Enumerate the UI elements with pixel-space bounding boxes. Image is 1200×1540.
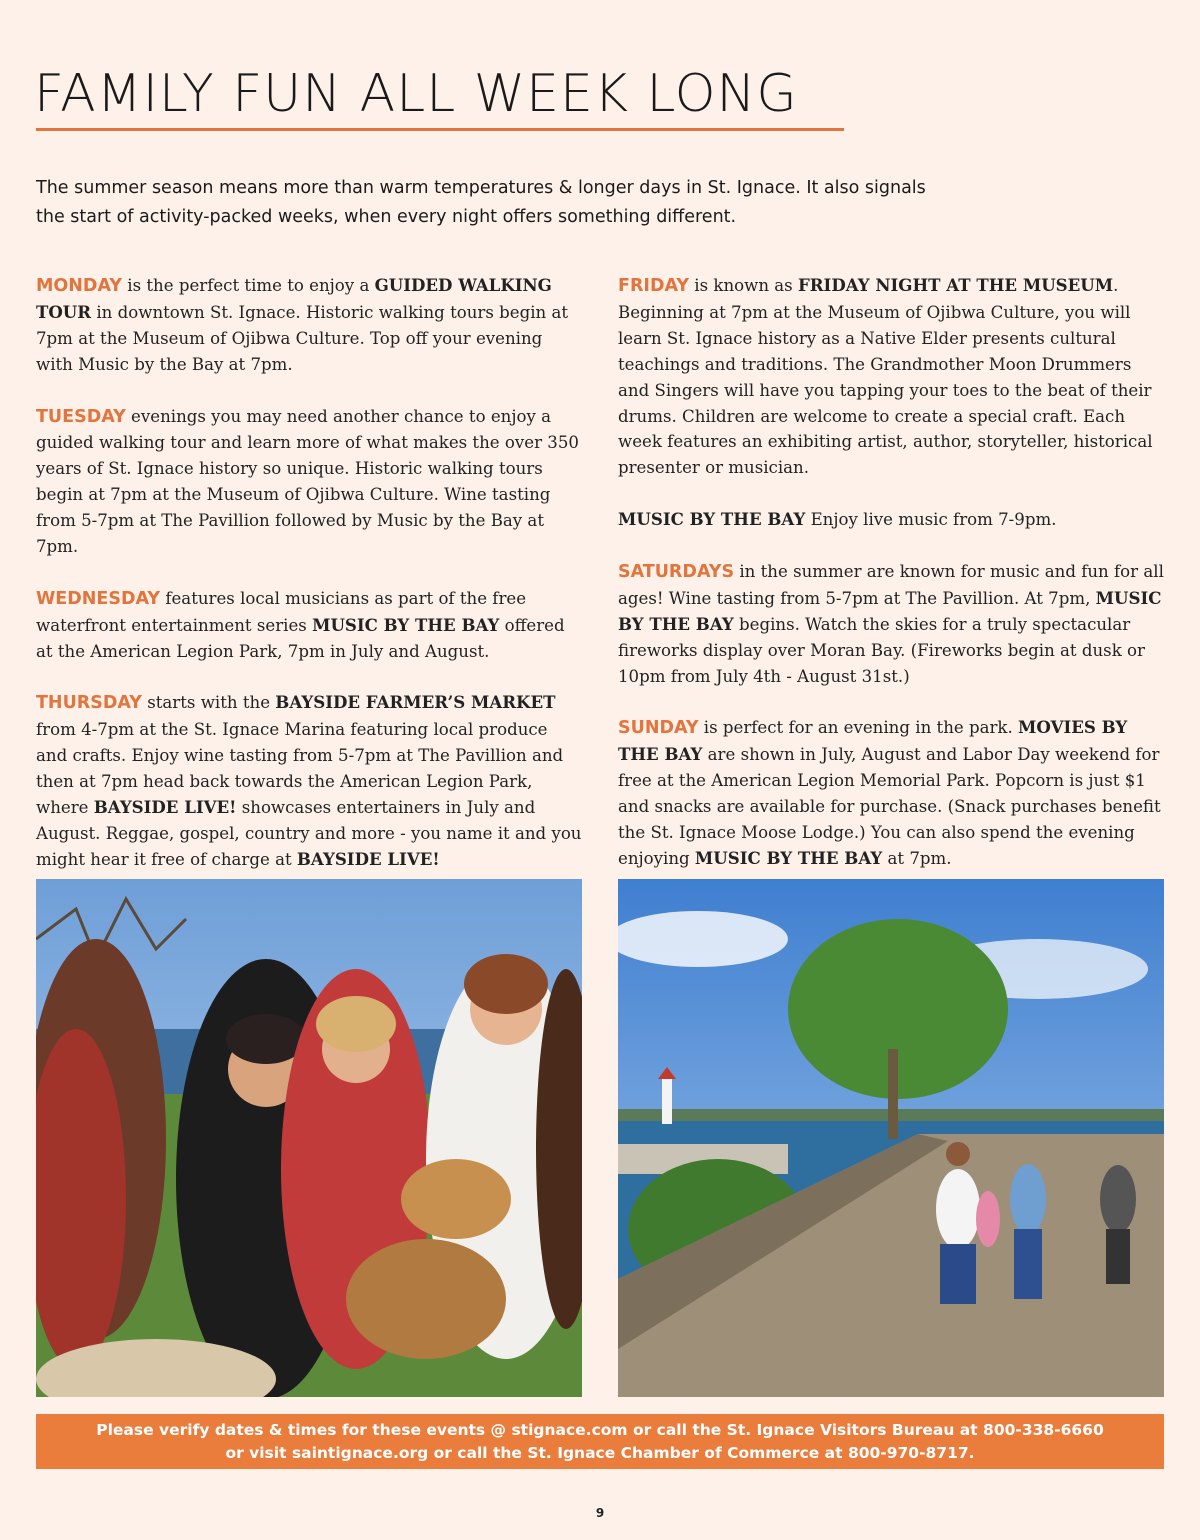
friday-heading: FRIDAY (618, 276, 690, 296)
title-underline (36, 128, 844, 131)
monday-text-1: is the perfect time to enjoy a (122, 276, 375, 295)
thursday-highlight-3: BAYSIDE LIVE! (296, 848, 440, 869)
sunday-text-1: is perfect for an evening in the park. (698, 718, 1019, 738)
tuesday-paragraph (36, 404, 582, 560)
tuesday-heading: TUESDAY (36, 406, 126, 427)
friday-paragraph (618, 273, 1164, 481)
music-highlight: MUSIC BY THE BAY (618, 509, 806, 530)
right-column (618, 273, 1164, 898)
banner-line-1: Please verify dates & times for these events @ stignace.com or call the St. Ignace Visitors Bureau at 800-338-6660 (96, 1420, 1104, 1439)
music-text: Enjoy live music from 7-9pm. (805, 510, 1057, 530)
saturday-text-2: begins. Watch the skies for a truly spectacular fireworks display over Moran Bay. (Fireworks begin at dusk or 10pm from July 4th - August 31st.) (618, 614, 1145, 686)
wednesday-heading: WEDNESDAY (36, 588, 161, 609)
intro-line-1: The summer season means more than warm temperatures & longer days in St. Ignace. It also signals (36, 178, 926, 198)
monday-text-2: in downtown St. Ignace. Historic walking tours begin at 7pm at the Museum of Ojibwa Culture. Top off your evening with Music by the Bay at 7pm. (36, 302, 569, 374)
intro-text (36, 174, 1036, 232)
saturday-paragraph (618, 559, 1164, 690)
wednesday-text-2: offered at the American Legion Park, 7pm in July and August. (36, 615, 565, 661)
music-paragraph (618, 507, 1164, 533)
monday-paragraph (36, 273, 582, 378)
sunday-paragraph (618, 715, 1164, 871)
wednesday-paragraph (36, 586, 582, 665)
saturday-highlight: MUSIC BY THE BAY (618, 587, 1162, 634)
thursday-heading: THURSDAY (36, 693, 142, 714)
boardwalk-photo (618, 879, 1164, 1397)
thursday-text-2: from 4-7pm at the St. Ignace Marina featuring local produce and crafts. Enjoy wine tasting from 5-7pm at The Pavillion and then at 7pm head back towards the American Legion Park, where (36, 720, 564, 818)
sunday-highlight-1: MOVIES BY THE BAY (618, 717, 1128, 765)
thursday-paragraph (36, 690, 582, 872)
saturday-text-1: in the summer are known for music and fun for all ages! Wine tasting from 5-7pm at The Pavillion. At 7pm, (618, 561, 1164, 608)
banner-line-2: or visit saintignace.org or call the St. Ignace Chamber of Commerce at 800-970-8717. (225, 1443, 975, 1462)
thursday-highlight-2: BAYSIDE LIVE! (93, 797, 237, 818)
thursday-text-3: showcases entertainers in July and August. Reggae, gospel, country and more - you name it and you might hear it free of charge at (36, 798, 582, 869)
intro-line-2: the start of activity-packed weeks, when every night offers something different. (36, 207, 737, 227)
monday-heading: MONDAY (36, 276, 123, 296)
wednesday-text-1: features local musicians as part of the free waterfront entertainment series (36, 588, 527, 635)
saturday-heading: SATURDAYS (618, 561, 735, 582)
tuesday-text-1: evenings you may need another chance to enjoy a guided walking tour and learn more of what makes the over 350 years of St. Ignace history so unique. Historic walking tours begin at 7pm at the Museum of Ojibwa Culture. Wine tasting from 5-7pm at The Pavillion followed by Music by the Bay at 7pm. (36, 406, 579, 557)
sunday-highlight-2: MUSIC BY THE BAY (694, 847, 883, 868)
thursday-text-1: starts with the (141, 693, 276, 713)
friday-text-1: is known as (689, 276, 798, 295)
friday-highlight: FRIDAY NIGHT AT THE MUSEUM (797, 275, 1114, 295)
sunday-heading: SUNDAY (618, 718, 699, 739)
left-column (36, 273, 582, 899)
sunday-text-2: are shown in July, August and Labor Day weekend for free at the American Legion Memorial Park. Popcorn is just $1 and snacks are available for purchase. (Snack purchases benefit the St. Ignace Moose Lodge.) You can also spend the evening enjoying (618, 745, 1161, 868)
drummers-photo (36, 879, 582, 1397)
page-title: FAMILY FUN ALL WEEK LONG (34, 64, 798, 124)
info-banner (36, 1414, 1164, 1469)
page-number: 9 (595, 1506, 605, 1520)
monday-highlight: GUIDED WALKING TOUR (36, 275, 552, 322)
wednesday-highlight: MUSIC BY THE BAY (312, 614, 500, 635)
sunday-text-3: at 7pm. (882, 848, 952, 868)
friday-text-2: . Beginning at 7pm at the Museum of Ojibwa Culture, you will learn St. Ignace history as a Native Elder presents cultural teachings and traditions. The Grandmother Moon Drummers and Singers will have you tapping your toes to the beat of their drums. Children are welcome to create a special craft. Each week features an exhibiting artist, author, storyteller, historical presenter or musician. (618, 276, 1153, 478)
thursday-highlight-1: BAYSIDE FARMER’S MARKET (275, 692, 556, 713)
